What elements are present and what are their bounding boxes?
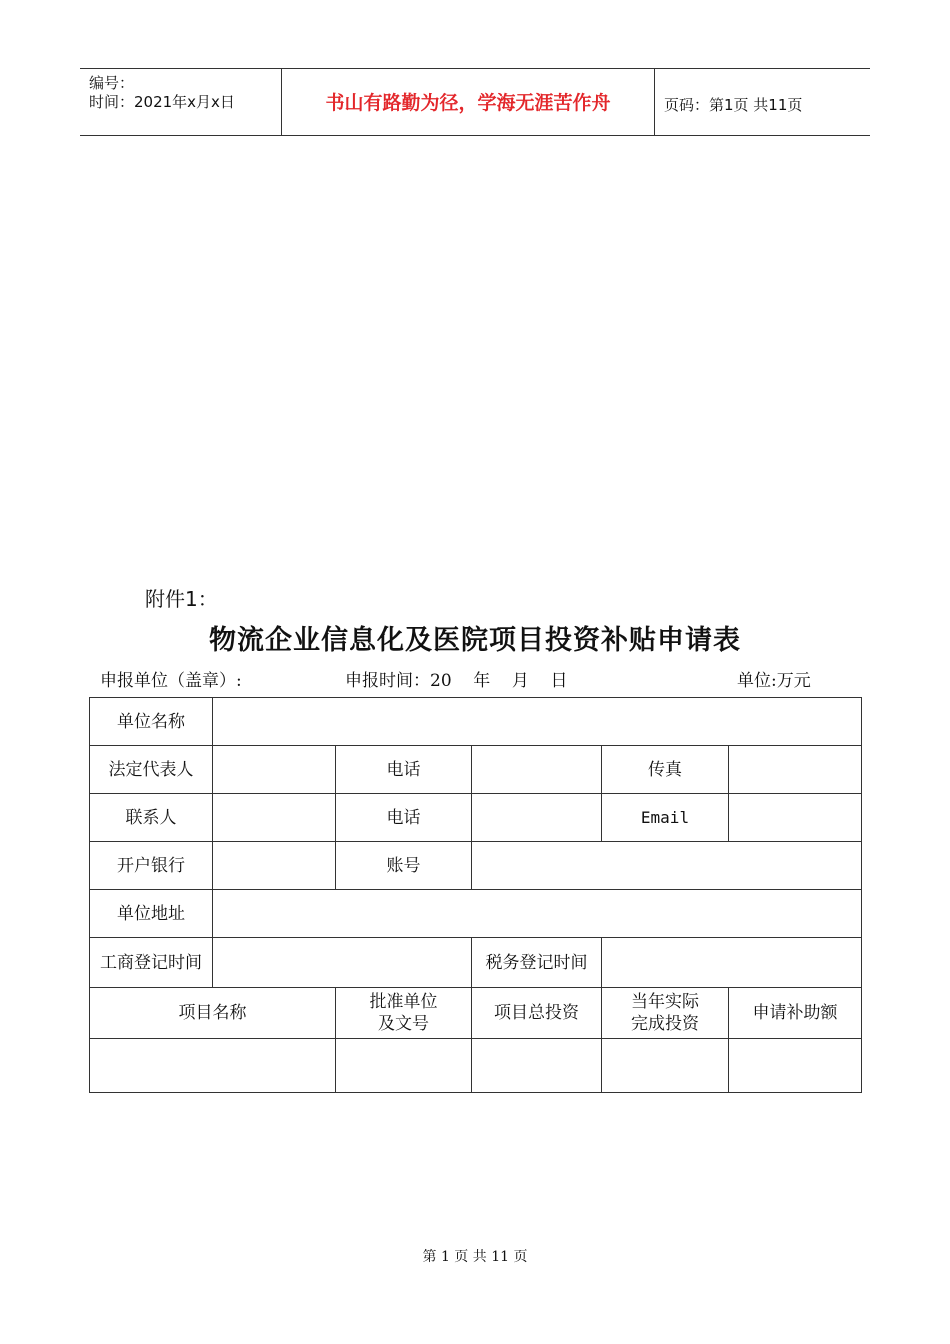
actual-investment-header: 当年实际完成投资	[602, 988, 729, 1039]
header-top-rule	[80, 68, 870, 69]
phone-field[interactable]	[472, 746, 602, 794]
subsidy-amount-field[interactable]	[729, 1039, 862, 1093]
business-reg-time-label: 工商登记时间	[90, 938, 213, 988]
page-footer: 第 1 页 共 11 页	[422, 1249, 528, 1265]
legal-rep-field[interactable]	[213, 746, 336, 794]
project-name-field[interactable]	[90, 1039, 336, 1093]
contact-phone-field[interactable]	[472, 794, 602, 842]
approval-header: 批准单位及文号	[336, 988, 472, 1039]
fax-field[interactable]	[729, 746, 862, 794]
table-row	[90, 794, 862, 842]
total-investment-header: 项目总投资	[472, 988, 602, 1039]
table-row	[90, 1039, 862, 1093]
total-investment-field[interactable]	[472, 1039, 602, 1093]
tax-reg-time-field[interactable]	[602, 938, 862, 988]
unit-name-label: 单位名称	[90, 698, 213, 746]
address-field[interactable]	[213, 890, 862, 938]
contact-phone-label: 电话	[336, 794, 472, 842]
approval-field[interactable]	[336, 1039, 472, 1093]
contact-field[interactable]	[213, 794, 336, 842]
attachment-label: 附件1：	[145, 587, 218, 611]
application-form-table	[89, 697, 862, 1093]
email-label: Email	[602, 794, 729, 842]
subsidy-amount-header: 申请补助额	[729, 988, 862, 1039]
legal-rep-label: 法定代表人	[90, 746, 213, 794]
header-page-number: 页码：第1页 共11页	[664, 96, 803, 114]
business-reg-time-field[interactable]	[213, 938, 472, 988]
project-name-header: 项目名称	[90, 988, 336, 1039]
application-date: 申报时间：20 年 月 日	[345, 671, 568, 691]
header-number: 编号：	[89, 74, 135, 92]
email-field[interactable]	[729, 794, 862, 842]
bank-field[interactable]	[213, 842, 336, 890]
table-row	[90, 842, 862, 890]
phone-label: 电话	[336, 746, 472, 794]
table-row	[90, 890, 862, 938]
currency-unit: 单位:万元	[737, 671, 811, 691]
header-divider-right	[654, 68, 655, 136]
header-motto: 书山有路勤为径，学海无涯苦作舟	[325, 92, 611, 114]
unit-name-field[interactable]	[213, 698, 862, 746]
document-title: 物流企业信息化及医院项目投资补贴申请表	[209, 625, 741, 656]
contact-label: 联系人	[90, 794, 213, 842]
account-field[interactable]	[472, 842, 862, 890]
table-row	[90, 698, 862, 746]
address-label: 单位地址	[90, 890, 213, 938]
actual-investment-field[interactable]	[602, 1039, 729, 1093]
bank-label: 开户银行	[90, 842, 213, 890]
applicant-label: 申报单位（盖章）:	[100, 671, 242, 691]
header-time: 时间：2021年x月x日	[89, 93, 235, 111]
table-row	[90, 938, 862, 988]
table-row	[90, 746, 862, 794]
header-bottom-rule	[80, 135, 870, 136]
tax-reg-time-label: 税务登记时间	[472, 938, 602, 988]
table-header-row	[90, 988, 862, 1039]
fax-label: 传真	[602, 746, 729, 794]
account-label: 账号	[336, 842, 472, 890]
